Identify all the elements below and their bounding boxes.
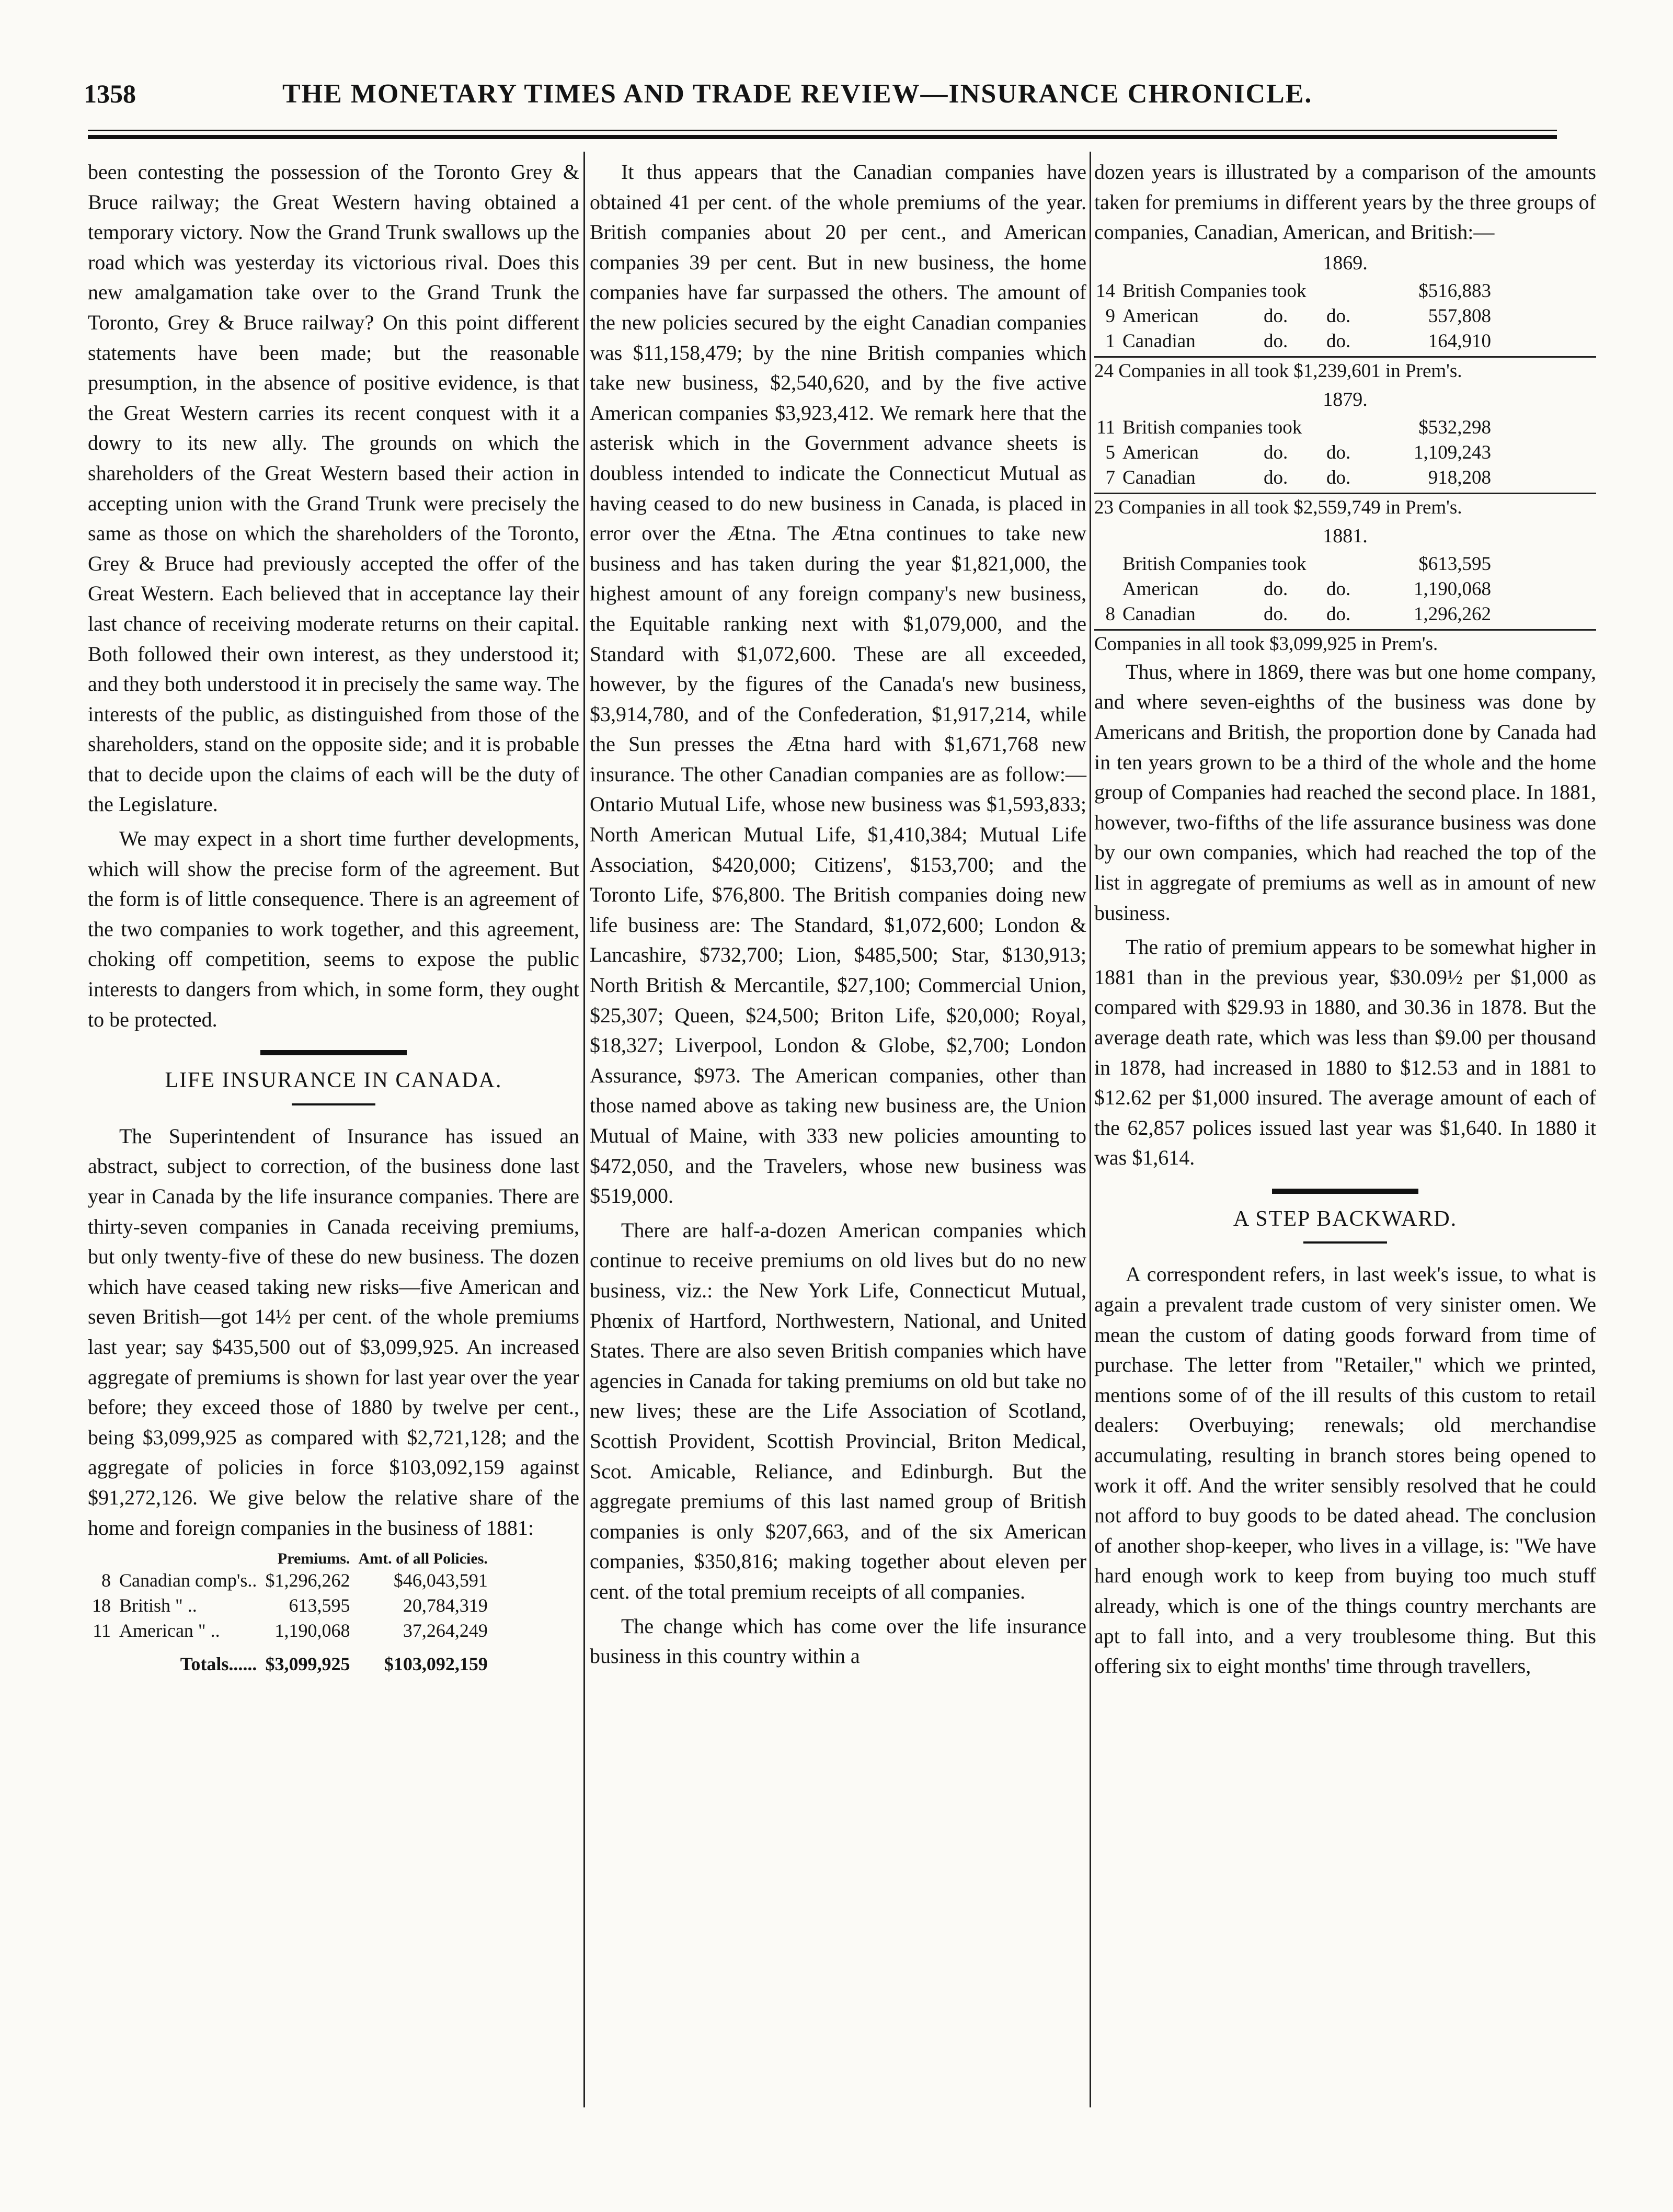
masthead-title: THE MONETARY TIMES AND TRADE REVIEW—INSURANCE CHRONICLE. [282, 79, 1313, 109]
year-total: Companies in all took $3,099,925 in Prem's. [1094, 629, 1596, 657]
table-totals-row: Totals...... $3,099,925 $103,092,159 [180, 1654, 488, 1675]
table-row: 11 American " .. 1,190,068 37,264,249 [93, 1620, 488, 1641]
article-paragraph: The change which has come over the life insurance business in this country within a [590, 1614, 1086, 1668]
table-row: 7 Canadian do. do. 918,208 [1105, 466, 1491, 488]
table-header-row [88, 1550, 492, 1568]
page-header [84, 78, 1579, 110]
table-row: 8 Canadian comp's.. $1,296,262 $46,043,591 [101, 1570, 488, 1591]
article-paragraph: The ratio of premium appears to be somewhat higher in 1881 than in the previous year, $30.09½ per $1,000 as compared with $29.93 in 1880, and 30.36 in 1878. But the average death rate, which was less than $9.00 per thousand in 1878, had increased in 1880 to $12.53 and in 1881 to $12.62 per $1,000 insured. The average amount of each of the 62,857 polices issued last year was $1,640. In 1880 it was $1,614. [1094, 935, 1596, 1170]
article-paragraph: It thus appears that the Canadian companies have obtained 41 per cent. of the whole premiums of the year. British companies about 20 per cent., and American companies 39 per cent. But in new business, the home companies have far surpassed the others. The amount of the new policies secured by the eight Canadian companies was $11,158,479; by the nine British companies which take new business, $2,540,620, and by the five active American companies $3,923,412. We remark here that the asterisk which in the Government advance sheets is doubless intended to indicate the Connecticut Mutual as having ceased to do new business in Canada, is placed in error over the Ætna. The Ætna continues to take new business and has taken during the year $1,821,000, the highest amount of any foreign company's new business, the Equitable ranking next with $1,079,000, and the Standard with $1,072,600. These are all exceeded, however, by the figures of the Canada's new business, $3,914,780, and of the Confederation, $1,917,214, while the Sun presses the Ætna hard with $1,671,768 new insurance. The other Canadian companies are as follow:—Ontario Mutual Life, whose new business was $1,593,833; North American Mutual Life, $1,410,384; Mutual Life Association, $420,000; Citizens', $153,700; and the Toronto Life, $76,800. The British companies doing new life business are: The Standard, $1,072,600; London & Lancashire, $732,700; Lion, $485,500; Star, $130,913; North British & Mercantile, $27,100; Commercial Union, $25,307; Queen, $24,500; Briton Life, $20,000; Royal, $18,327; Liverpool, London & Globe, $2,700; London Assurance, $973. The American companies, other than those named above as taking new business are, the Union Mutual of Maine, with 333 new policies amounting to $472,050, and the Travelers, whose new business was $519,000. [590, 160, 1086, 1208]
section-rule [1272, 1189, 1418, 1194]
table-row: British Companies took $613,595 [1122, 553, 1491, 575]
year-table-1869 [1094, 250, 1596, 384]
header-rule-thick [88, 135, 1557, 139]
column-1 [88, 157, 579, 1677]
section-rule [260, 1050, 407, 1055]
table-row: 8 Canadian do. do. 1,296,262 [1105, 603, 1491, 625]
year-total: 24 Companies in all took $1,239,601 in Prem's. [1094, 356, 1596, 384]
premiums-table [88, 1550, 492, 1677]
table-row: 5 American do. do. 1,109,243 [1105, 441, 1491, 463]
column-header-premiums: Premiums. [277, 1550, 350, 1568]
article-paragraph: We may expect in a short time further developments, which will show the precise form of the agreement. But the form is of little consequence. There is an agreement of the two companies to work together, and this agreement, choking off competition, seems to expose the public interests to dangers from which, in some form, they ought to be protected. [88, 827, 579, 1031]
year-label: 1879. [1323, 388, 1368, 411]
article-paragraph: been contesting the possession of the Toronto Grey & Bruce railway; the Great Western having obtained a temporary victory. Now the Grand Trunk swallows up the road which was yesterday its victorious rival. Does this new amalgamation take over to the Grand Trunk the Toronto, Grey & Bruce railway? On this point different statements have been made; but the reasonable presumption, in the absence of positive evidence, is that the Great Western carries its recent conquest with it a dowry to its new ally. The grounds on which the shareholders of the Great Western based their action in accepting union with the Grand Trunk were precisely the same as those on which the shareholders of the Toronto, Grey & Bruce had previously accepted the offer of the Great Western. Each believed that in acceptance lay their last chance of receiving moderate returns on their capital. Both followed their own interest, as they understood it; and they both understood it in precisely the same way. The interests of the public, as distinguished from those of the shareholders, stand on the opposite side; and it is probable that to decide upon the claims of each will be the duty of the Legislature. [88, 160, 579, 816]
table-row: 18 British " .. 613,595 20,784,319 [92, 1595, 488, 1616]
year-total: 23 Companies in all took $2,559,749 in Prem's. [1094, 493, 1596, 520]
article-paragraph: There are half-a-dozen American companies which continue to receive premiums on old lives but do no new business, viz.: the New York Life, Connecticut Mutual, Phœnix of Hartford, Northwestern, National, and United States. There are also seven British companies which have agencies in Canada for taking premiums on old but take no new lives; these are the Life Association of Scotland, Scottish Provident, Scottish Provincial, Briton Medical, Scot. Amicable, Reliance, and Edinburgh. But the aggregate premiums of this last named group of British companies is only $207,663, and of the six American companies, $350,816; making together about eleven per cent. of the total premium receipts of all companies. [590, 1218, 1086, 1603]
header-rule-thin [88, 130, 1557, 131]
page-number: 1358 [84, 79, 136, 108]
column-2 [590, 157, 1086, 1671]
section-heading-step-backward: A STEP BACKWARD. [1233, 1206, 1458, 1231]
article-paragraph: A correspondent refers, in last week's issue, to what is again a prevalent trade custom of very sinister omen. We mean the custom of dating goods forward from time of purchase. The letter from "Retailer," which we printed, mentions some of of the ill results of this custom to retail dealers: Overbuying; renewals; old merchandise accumulating, resulting in branch stores being opened to work it off. And the writer sensibly resolved that he could not afford to buy goods to be dated ahead. The conclusion of another shop-keeper, who lives in a village, is: "We have hard enough work to keep from buying too much stuff already, which is one of the things country merchants are apt to fall into, and a very troublesome thing. But this offering six to eight months' time through travellers, [1094, 1262, 1596, 1678]
article-paragraph: dozen years is illustrated by a comparison of the amounts taken for premiums in different years by the three groups of companies, Canadian, American, and British:— [1094, 160, 1596, 244]
column-header-amount: Amt. of all Policies. [358, 1550, 488, 1568]
column-divider-1 [583, 152, 585, 2107]
article-paragraph: The Superintendent of Insurance has issued an abstract, subject to correction, of the business done last year in Canada by the life insurance companies. There are thirty-seven companies in Canada receiving premiums, but only twenty-five of these do new business. The dozen which have ceased taking new risks—five American and seven British—got 14½ per cent. of the whole premiums last year; say $435,500 out of $3,099,925. An increased aggregate of premiums is shown for last year over the year before; they exceed those of 1880 by twelve per cent., being $3,099,925 as compared with $2,721,128; and the aggregate of policies in force $103,092,159 against $91,272,126. We give below the relative share of the home and foreign companies in the business of 1881: [88, 1124, 579, 1540]
year-table-1881 [1094, 523, 1596, 657]
table-row: 1 Canadian do. do. 164,910 [1105, 330, 1491, 352]
section-rule [1303, 1241, 1387, 1244]
section-rule [292, 1103, 375, 1105]
table-row: 9 American do. do. 557,808 [1105, 305, 1491, 327]
column-divider-2 [1090, 152, 1091, 2107]
article-paragraph: Thus, where in 1869, there was but one home company, and where seven-eighths of the business was done by Americans and British, the proportion done by Canada had in ten years grown to be a third of the whole and the home group of Companies had reached the second place. In 1881, however, two-fifths of the life assurance business was done by our own companies, which had reached the top of the list in aggregate of premiums as well as in amount of new business. [1094, 659, 1596, 925]
year-label: 1869. [1323, 252, 1368, 274]
table-row: 14 British Companies took $516,883 [1096, 280, 1491, 302]
column-3 [1094, 157, 1596, 1681]
table-row: American do. do. 1,190,068 [1122, 578, 1491, 600]
table-row: 11 British companies took $532,298 [1096, 416, 1491, 438]
section-heading-life-insurance: LIFE INSURANCE IN CANADA. [165, 1068, 502, 1093]
year-label: 1881. [1323, 525, 1368, 547]
year-table-1879 [1094, 387, 1596, 520]
